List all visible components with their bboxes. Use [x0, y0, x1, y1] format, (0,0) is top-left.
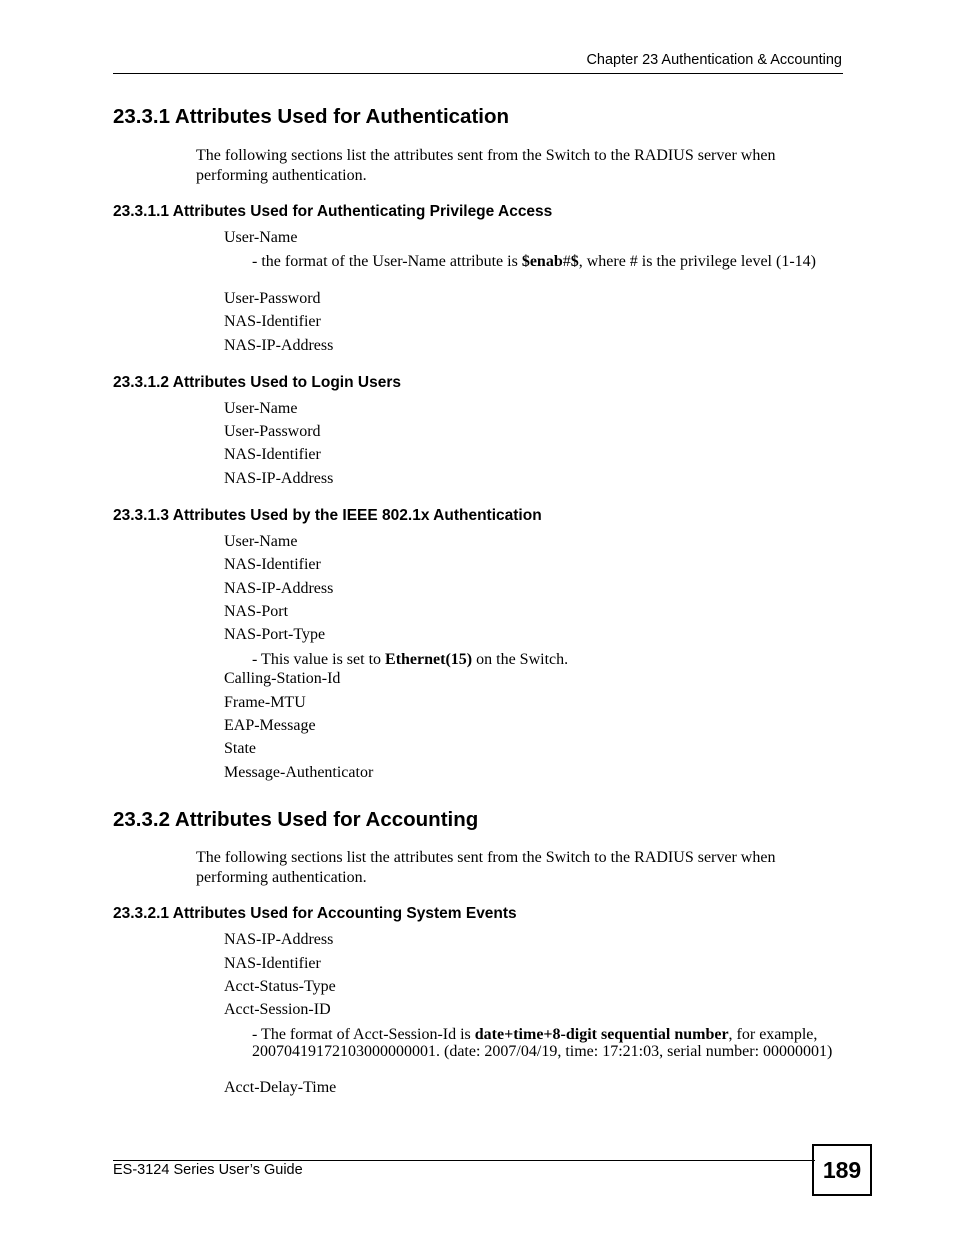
list-item: Frame-MTU [224, 694, 306, 711]
list-item: User-Name [224, 400, 298, 417]
chapter-header: Chapter 23 Authentication & Accounting [586, 52, 842, 68]
list-item: Calling-Station-Id [224, 670, 341, 687]
list-item: NAS-Port-Type [224, 626, 326, 643]
list-item: Message-Authenticator [224, 764, 374, 781]
guide-title: ES-3124 Series User’s Guide [113, 1162, 303, 1178]
list-item: NAS-IP-Address [224, 580, 334, 597]
acct-session-id-format-note: - The format of Acct-Session-Id is date+time+8-digit sequential number, for example, 20070419172103000000001. (date: 2007/04/19, time: 17:21:03, serial number: 00000001) [252, 1026, 833, 1060]
page-number: 189 [812, 1144, 872, 1196]
section-title-authentication: 23.3.1 Attributes Used for Authentication [113, 105, 510, 128]
list-item: NAS-IP-Address [224, 337, 334, 354]
list-item: NAS-IP-Address [224, 470, 334, 487]
section-intro-accounting: The following sections list the attributes sent from the Switch to the RADIUS server when performing authentication. [196, 849, 776, 886]
list-item: State [224, 740, 256, 757]
subsection-title-ieee-8021x: 23.3.1.3 Attributes Used by the IEEE 802.1x Authentication [113, 507, 542, 524]
list-item: EAP-Message [224, 717, 316, 734]
section-intro-authentication: The following sections list the attributes sent from the Switch to the RADIUS server when performing authentication. [196, 147, 776, 184]
user-name-format-note: - the format of the User-Name attribute is $enab#$, where # is the privilege level (1-14) [252, 253, 816, 270]
list-item: Acct-Delay-Time [224, 1079, 337, 1096]
list-item: NAS-Identifier [224, 556, 321, 573]
list-item: User-Name [224, 229, 298, 246]
list-item: Acct-Session-ID [224, 1001, 331, 1018]
list-item: User-Password [224, 290, 321, 307]
subsection-title-login-users: 23.3.1.2 Attributes Used to Login Users [113, 374, 401, 391]
list-item: User-Name [224, 533, 298, 550]
list-item: NAS-Identifier [224, 446, 321, 463]
nas-port-type-note: - This value is set to Ethernet(15) on the Switch. [252, 651, 569, 668]
list-item: NAS-Identifier [224, 313, 321, 330]
subsection-title-accounting-system-events: 23.3.2.1 Attributes Used for Accounting System Events [113, 905, 517, 922]
footer-rule [113, 1160, 815, 1161]
subsection-title-privilege-access: 23.3.1.1 Attributes Used for Authenticating Privilege Access [113, 203, 553, 220]
section-title-accounting: 23.3.2 Attributes Used for Accounting [113, 808, 479, 831]
list-item: Acct-Status-Type [224, 978, 336, 995]
list-item: NAS-IP-Address [224, 931, 334, 948]
list-item: NAS-Port [224, 603, 289, 620]
list-item: NAS-Identifier [224, 955, 321, 972]
header-rule [113, 73, 843, 74]
list-item: User-Password [224, 423, 321, 440]
